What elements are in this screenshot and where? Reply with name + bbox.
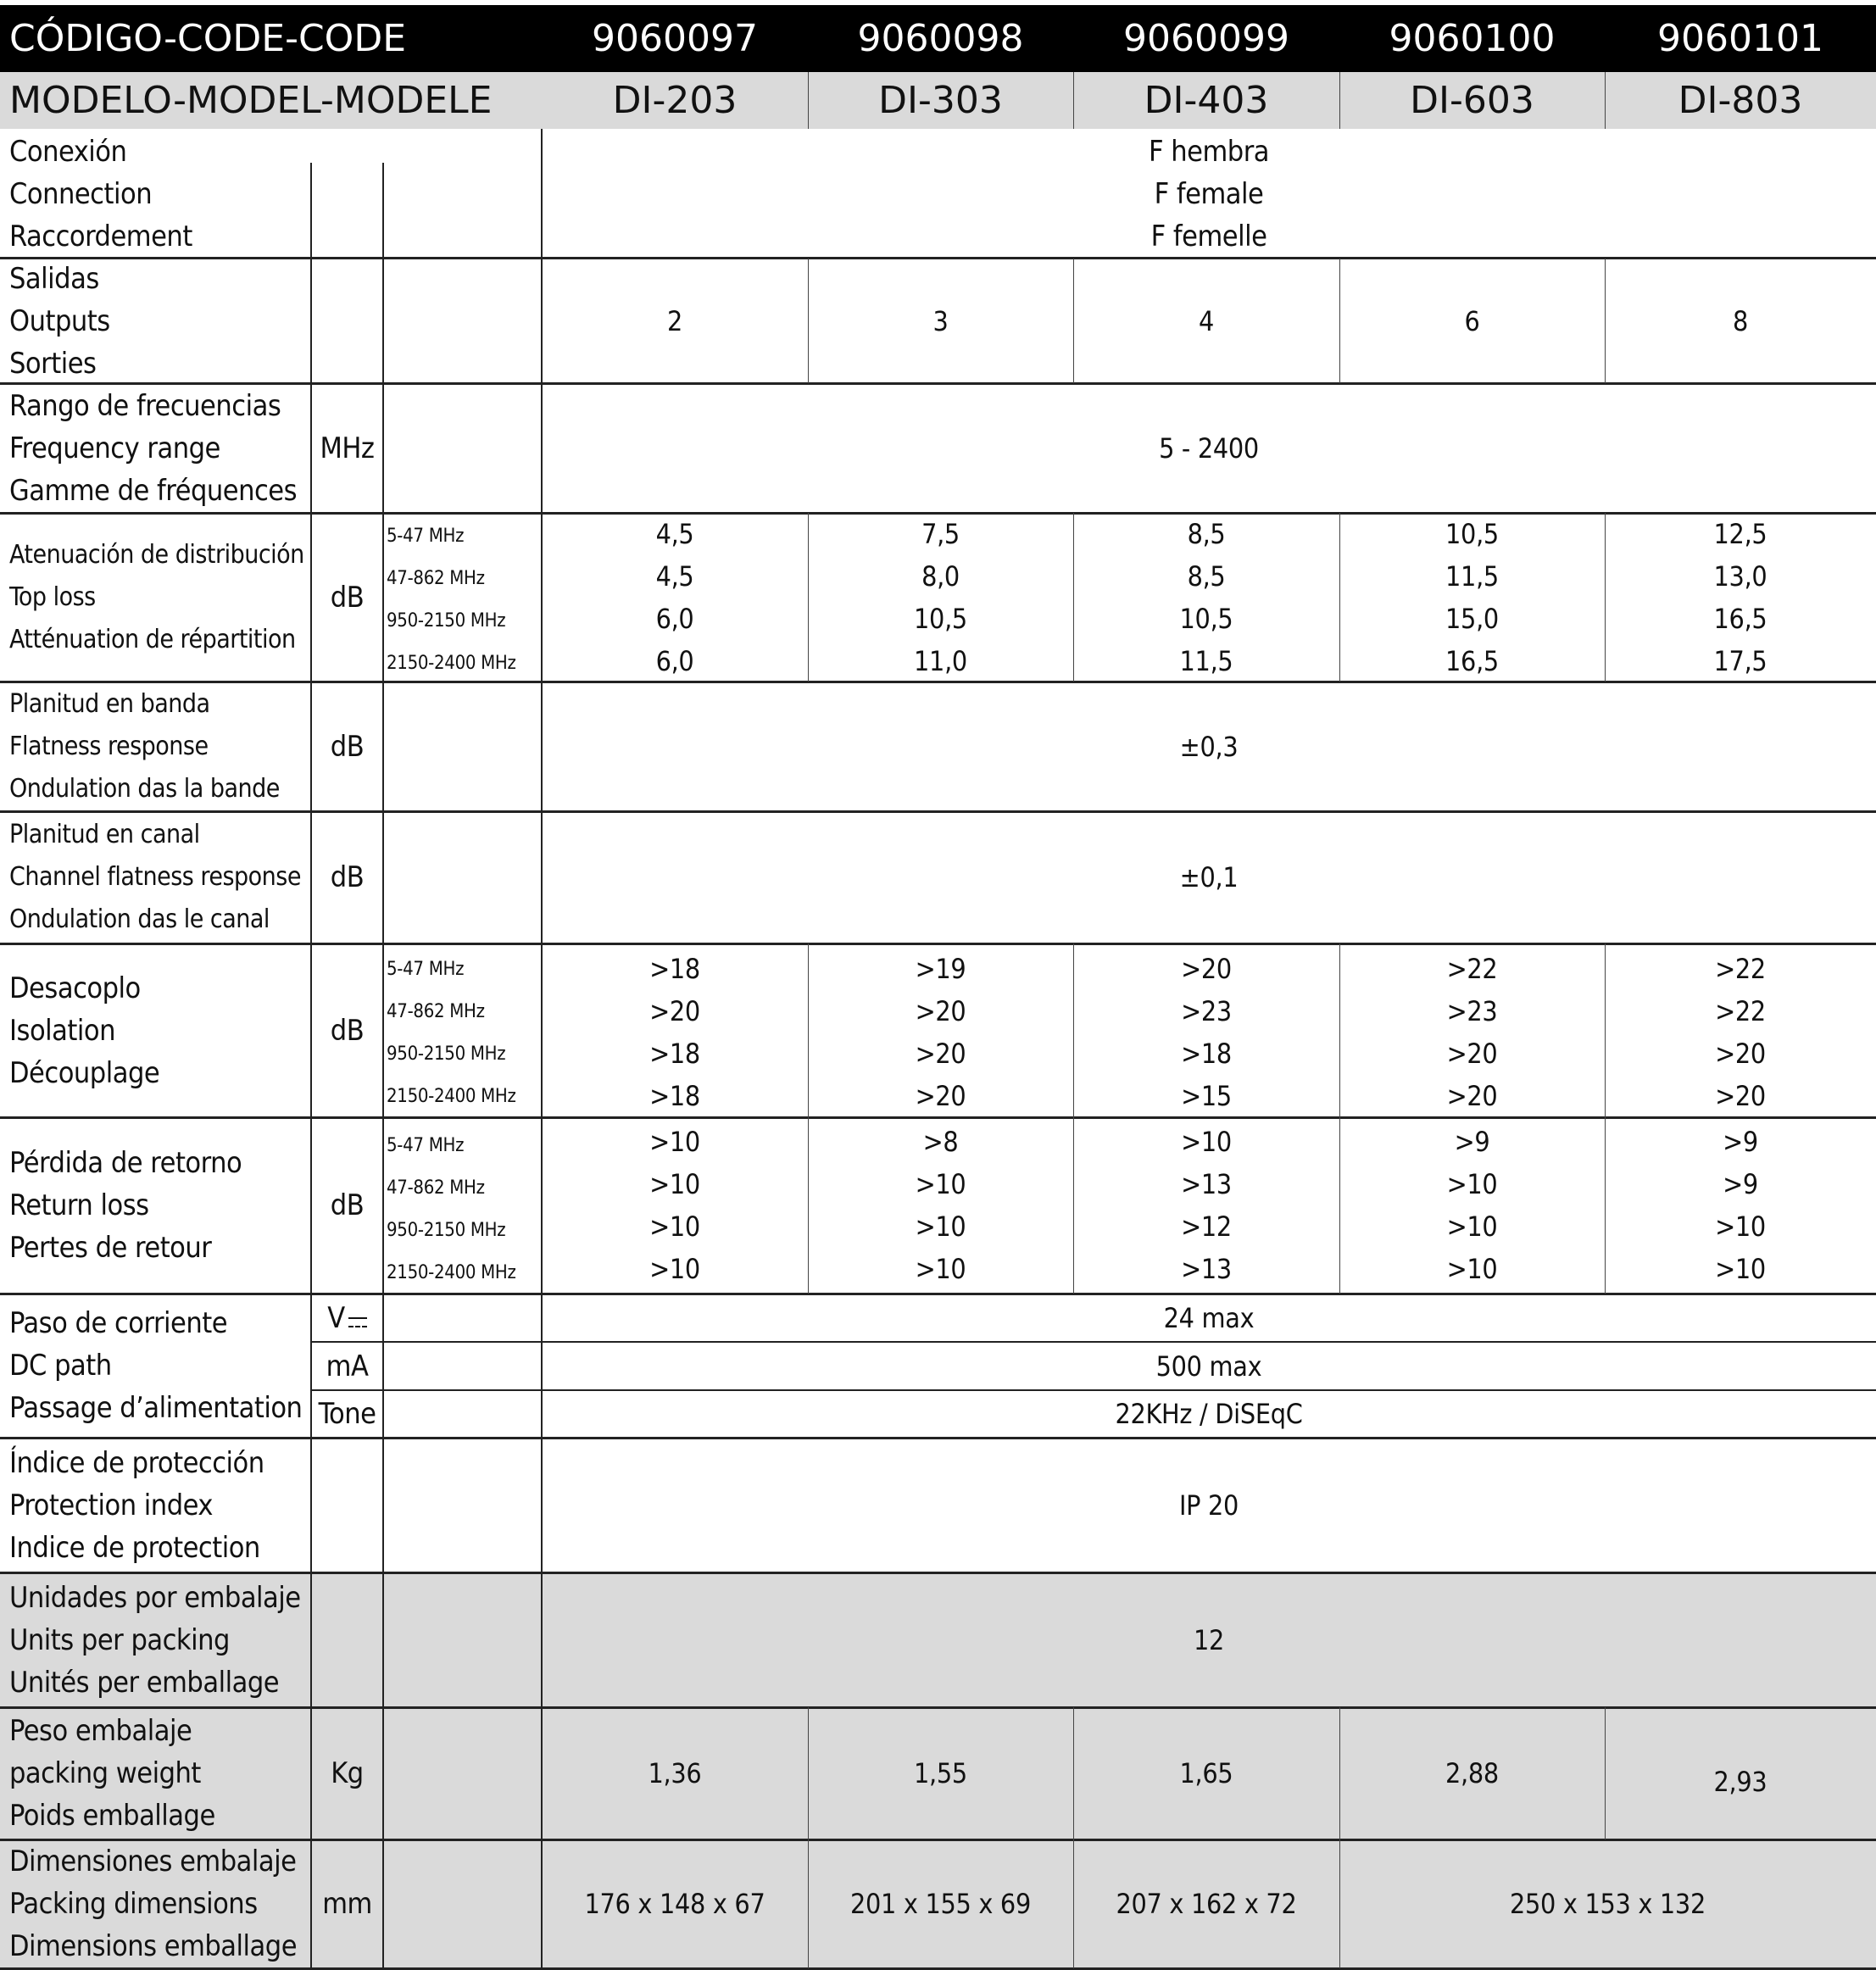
volt-unit-text: V (327, 1300, 345, 1335)
col-divider (808, 513, 809, 682)
packing-weight-unit: Kg (331, 1756, 364, 1790)
col-divider (1073, 513, 1074, 682)
col-divider (808, 943, 809, 1294)
return-loss-value-di-303: >10 (915, 1253, 966, 1285)
return-loss-value-di-603: >9 (1454, 1126, 1490, 1158)
col-divider (382, 163, 384, 1968)
top-loss-label (9, 513, 304, 682)
return-loss-value-di-603: >10 (1446, 1210, 1498, 1243)
weight-label-en: packing weight (9, 1756, 201, 1790)
return-loss-value-di-603: >10 (1446, 1253, 1498, 1285)
isolation-unit: dB (330, 1013, 365, 1048)
model-di-603: DI-603 (1410, 79, 1534, 122)
top-loss-value-di-203: 4,5 (655, 518, 694, 550)
col-divider (1073, 72, 1074, 129)
band-label: 47-862 MHz (387, 568, 485, 589)
row-divider (311, 1341, 1876, 1343)
band-label: 2150-2400 MHz (387, 1085, 516, 1107)
top-loss-value-di-603: 15,0 (1445, 603, 1499, 635)
col-divider (310, 163, 312, 1968)
connection-value (542, 129, 1876, 259)
model-label: MODELO-MODEL-MODELE (9, 79, 493, 122)
dc-path-label-en: DC path (9, 1349, 112, 1383)
weight-di-603: 2,88 (1445, 1757, 1499, 1789)
flatness-unit: dB (330, 729, 365, 764)
weight-label-es: Peso embalaje (9, 1714, 192, 1748)
packing-dimensions-unit: mm (322, 1887, 372, 1921)
flatness-label-en: Flatness response (9, 731, 209, 761)
col-divider (541, 129, 543, 1968)
code-label: CÓDIGO-CODE-CODE (9, 17, 406, 60)
band-label: 5-47 MHz (387, 526, 465, 547)
top-loss-label-es: Atenuación de distribución (9, 539, 304, 570)
return-loss-label (9, 1117, 242, 1294)
col-divider (1339, 513, 1340, 682)
col-divider (1605, 72, 1606, 129)
frequency-range-label (9, 383, 297, 513)
top-loss-value-di-203: 6,0 (655, 645, 694, 677)
outputs-di-803: 8 (1732, 304, 1748, 337)
outputs-label-es: Salidas (9, 261, 99, 296)
isolation-value-di-303: >19 (915, 953, 966, 985)
units-label-fr: Unités per emballage (9, 1665, 280, 1700)
isolation-label (9, 943, 159, 1117)
isolation-value-di-303: >20 (915, 995, 966, 1027)
row-divider (0, 512, 1876, 515)
top-loss-value-di-403: 8,5 (1187, 518, 1226, 550)
return-loss-value-di-803: >9 (1723, 1168, 1758, 1200)
top-loss-value-di-203: 6,0 (655, 603, 694, 635)
top-loss-value-di-603: 10,5 (1445, 518, 1499, 550)
channel-flatness-label (9, 811, 301, 943)
return-loss-value-di-303: >10 (915, 1168, 966, 1200)
band-label: 5-47 MHz (387, 958, 465, 980)
return-loss-value-di-203: >10 (649, 1168, 700, 1200)
col-divider (1073, 943, 1074, 1294)
col-divider (1605, 943, 1606, 1294)
weight-di-303: 1,55 (914, 1757, 967, 1789)
row-divider (311, 1389, 1876, 1391)
col-divider (808, 1707, 809, 1968)
col-divider (1339, 259, 1340, 383)
isolation-value-di-603: >20 (1446, 1080, 1498, 1112)
connection-label-es: Conexión (9, 134, 127, 169)
isolation-value-di-603: >23 (1446, 995, 1498, 1027)
isolation-value-di-203: >18 (649, 1038, 700, 1070)
dc-current-unit: mA (326, 1349, 369, 1383)
row-divider (0, 257, 1876, 259)
isolation-value-di-203: >18 (649, 953, 700, 985)
return-loss-label-en: Return loss (9, 1188, 149, 1222)
flatness-value: ±0,3 (1179, 730, 1239, 763)
isolation-value-di-803: >22 (1715, 995, 1766, 1027)
connection-value-fr: F femelle (1150, 219, 1267, 253)
units-label-en: Units per packing (9, 1622, 230, 1657)
band-label: 5-47 MHz (387, 1134, 465, 1156)
protection-value: IP 20 (1178, 1489, 1239, 1522)
dims-di-403: 207 x 162 x 72 (1116, 1888, 1297, 1920)
col-divider (1339, 943, 1340, 1294)
dc-current-value: 500 max (1155, 1350, 1262, 1383)
channel-flatness-label-es: Planitud en canal (9, 820, 200, 849)
channel-flatness-unit: dB (330, 860, 365, 894)
units-per-packing-value: 12 (1193, 1623, 1225, 1656)
top-loss-value-di-303: 7,5 (921, 518, 960, 550)
weight-di-803: 2,93 (1713, 1766, 1767, 1798)
top-loss-value-di-803: 12,5 (1713, 518, 1767, 550)
dc-voltage-unit (311, 1294, 383, 1342)
flatness-label (9, 682, 280, 811)
weight-di-403: 1,65 (1179, 1757, 1233, 1789)
return-loss-label-fr: Pertes de retour (9, 1231, 212, 1265)
col-divider (1605, 259, 1606, 383)
isolation-value-di-603: >20 (1446, 1038, 1498, 1070)
connection-label-fr: Raccordement (9, 219, 192, 253)
outputs-label-en: Outputs (9, 303, 110, 338)
frequency-range-unit: MHz (320, 431, 375, 465)
code-9060100: 9060100 (1389, 17, 1556, 60)
return-loss-bands (387, 1117, 542, 1294)
band-label: 47-862 MHz (387, 1177, 485, 1199)
protection-label-en: Protection index (9, 1488, 213, 1522)
return-loss-value-di-403: >13 (1181, 1168, 1232, 1200)
code-9060097: 9060097 (592, 17, 758, 60)
top-loss-value-di-403: 10,5 (1179, 603, 1233, 635)
dims-label-es: Dimensiones embalaje (9, 1845, 297, 1878)
top-loss-value-di-603: 11,5 (1445, 560, 1499, 593)
col-divider (1339, 1707, 1340, 1968)
protection-label-es: Índice de protección (9, 1445, 264, 1480)
row-divider (0, 1572, 1876, 1574)
band-label: 47-862 MHz (387, 1000, 485, 1022)
return-loss-label-es: Pérdida de retorno (9, 1146, 242, 1180)
isolation-value-di-803: >22 (1715, 953, 1766, 985)
dims-di-603-803: 250 x 153 x 132 (1510, 1888, 1706, 1920)
frequency-range-value: 5 - 2400 (1159, 431, 1259, 465)
return-loss-value-di-303: >8 (922, 1126, 959, 1158)
weight-label-fr: Poids emballage (9, 1799, 215, 1833)
row-divider (0, 943, 1876, 945)
isolation-label-fr: Découplage (9, 1055, 160, 1090)
row-divider (0, 1293, 1876, 1295)
top-loss-label-en: Top loss (9, 582, 96, 612)
frequency-range-label-fr: Gamme de fréquences (9, 473, 298, 508)
packing-weight-label (9, 1707, 215, 1839)
outputs-label (9, 259, 110, 383)
outputs-di-303: 3 (932, 304, 949, 337)
col-divider (1073, 1707, 1074, 1968)
isolation-label-es: Desacoplo (9, 971, 141, 1005)
units-per-packing-label (9, 1572, 301, 1707)
frequency-range-label-en: Frequency range (9, 431, 220, 465)
dc-symbol-icon (348, 1317, 367, 1327)
row-divider (0, 810, 1876, 813)
top-loss-value-di-303: 10,5 (914, 603, 967, 635)
col-divider (1605, 1707, 1606, 1839)
return-loss-value-di-203: >10 (649, 1210, 700, 1243)
row-divider (0, 1839, 1876, 1841)
outputs-di-603: 6 (1464, 304, 1480, 337)
isolation-value-di-603: >22 (1446, 953, 1498, 985)
top-loss-value-di-303: 11,0 (914, 645, 967, 677)
units-label-es: Unidades por embalaje (9, 1580, 301, 1615)
col-divider (1339, 72, 1340, 129)
isolation-value-di-403: >20 (1181, 953, 1232, 985)
isolation-value-di-403: >18 (1181, 1038, 1232, 1070)
top-loss-value-di-403: 8,5 (1187, 560, 1226, 593)
dc-path-label-es: Paso de corriente (9, 1306, 228, 1340)
model-di-203: DI-203 (612, 79, 738, 122)
return-loss-value-di-403: >12 (1181, 1210, 1232, 1243)
model-di-403: DI-403 (1144, 79, 1269, 122)
return-loss-value-di-803: >10 (1715, 1253, 1766, 1285)
protection-label-fr: Indice de protection (9, 1530, 260, 1565)
isolation-value-di-303: >20 (915, 1038, 966, 1070)
band-label: 950-2150 MHz (387, 1043, 506, 1065)
isolation-value-di-403: >23 (1181, 995, 1232, 1027)
top-loss-bands (387, 513, 542, 682)
band-label: 2150-2400 MHz (387, 653, 516, 674)
return-loss-value-di-303: >10 (915, 1210, 966, 1243)
return-loss-unit: dB (330, 1188, 365, 1222)
model-di-303: DI-303 (878, 79, 1003, 122)
top-loss-value-di-803: 16,5 (1713, 603, 1767, 635)
return-loss-value-di-603: >10 (1446, 1168, 1498, 1200)
channel-flatness-label-en: Channel flatness response (9, 862, 301, 892)
top-loss-unit: dB (330, 580, 365, 615)
band-label: 2150-2400 MHz (387, 1261, 516, 1283)
col-divider (808, 259, 809, 383)
outputs-label-fr: Sorties (9, 346, 97, 381)
dc-path-label-fr: Passage d’alimentation (9, 1391, 303, 1425)
connection-value-en: F female (1154, 176, 1264, 211)
code-9060099: 9060099 (1123, 17, 1289, 60)
col-divider (1605, 513, 1606, 682)
top-loss-value-di-803: 17,5 (1713, 645, 1767, 677)
channel-flatness-value: ±0,1 (1179, 861, 1239, 893)
isolation-label-en: Isolation (9, 1013, 115, 1048)
top-loss-value-di-303: 8,0 (921, 560, 960, 593)
flatness-label-es: Planitud en banda (9, 688, 210, 719)
top-loss-value-di-403: 11,5 (1179, 645, 1233, 677)
band-label: 950-2150 MHz (387, 610, 506, 632)
top-loss-value-di-203: 4,5 (655, 560, 694, 593)
connection-value-es: F hembra (1148, 134, 1270, 169)
top-loss-value-di-603: 16,5 (1445, 645, 1499, 677)
return-loss-value-di-803: >10 (1715, 1210, 1766, 1243)
row-divider (0, 681, 1876, 683)
dims-di-203: 176 x 148 x 67 (584, 1888, 765, 1920)
col-divider (808, 72, 809, 129)
return-loss-value-di-403: >13 (1181, 1253, 1232, 1285)
weight-di-203: 1,36 (648, 1757, 702, 1789)
dims-di-303: 201 x 155 x 69 (850, 1888, 1031, 1920)
connection-label-en: Connection (9, 176, 153, 211)
return-loss-value-di-803: >9 (1723, 1126, 1758, 1158)
top-loss-value-di-803: 13,0 (1713, 560, 1767, 593)
return-loss-value-di-403: >10 (1181, 1126, 1232, 1158)
protection-label (9, 1438, 264, 1572)
return-loss-value-di-203: >10 (649, 1126, 700, 1158)
dc-tone-value: 22KHz / DiSEqC (1115, 1398, 1303, 1430)
model-di-803: DI-803 (1678, 79, 1803, 122)
isolation-value-di-203: >20 (649, 995, 700, 1027)
code-9060101: 9060101 (1657, 17, 1823, 60)
isolation-value-di-303: >20 (915, 1080, 966, 1112)
isolation-value-di-803: >20 (1715, 1080, 1766, 1112)
row-divider (0, 1437, 1876, 1439)
code-9060098: 9060098 (857, 17, 1024, 60)
dims-label-fr: Dimensions emballage (9, 1929, 298, 1963)
row-divider (0, 1116, 1876, 1119)
flatness-label-fr: Ondulation das la bande (9, 773, 280, 804)
band-label: 950-2150 MHz (387, 1219, 506, 1241)
dc-tone-unit: Tone (318, 1397, 376, 1431)
dc-path-label (9, 1294, 302, 1438)
row-divider (0, 1706, 1876, 1709)
outputs-di-203: 2 (666, 304, 682, 337)
top-loss-label-fr: Atténuation de répartition (9, 624, 296, 654)
isolation-value-di-203: >18 (649, 1080, 700, 1112)
dims-label-en: Packing dimensions (9, 1887, 258, 1921)
isolation-bands (387, 943, 542, 1117)
return-loss-value-di-203: >10 (649, 1253, 700, 1285)
col-divider (1073, 259, 1074, 383)
row-divider (0, 382, 1876, 385)
isolation-value-di-803: >20 (1715, 1038, 1766, 1070)
packing-dimensions-label (9, 1839, 297, 1968)
channel-flatness-label-fr: Ondulation das le canal (9, 904, 270, 934)
outputs-di-403: 4 (1198, 304, 1214, 337)
connection-label (9, 129, 192, 259)
isolation-value-di-403: >15 (1181, 1080, 1232, 1112)
frequency-range-label-es: Rango de frecuencias (9, 388, 281, 423)
dc-voltage-value: 24 max (1163, 1301, 1255, 1334)
